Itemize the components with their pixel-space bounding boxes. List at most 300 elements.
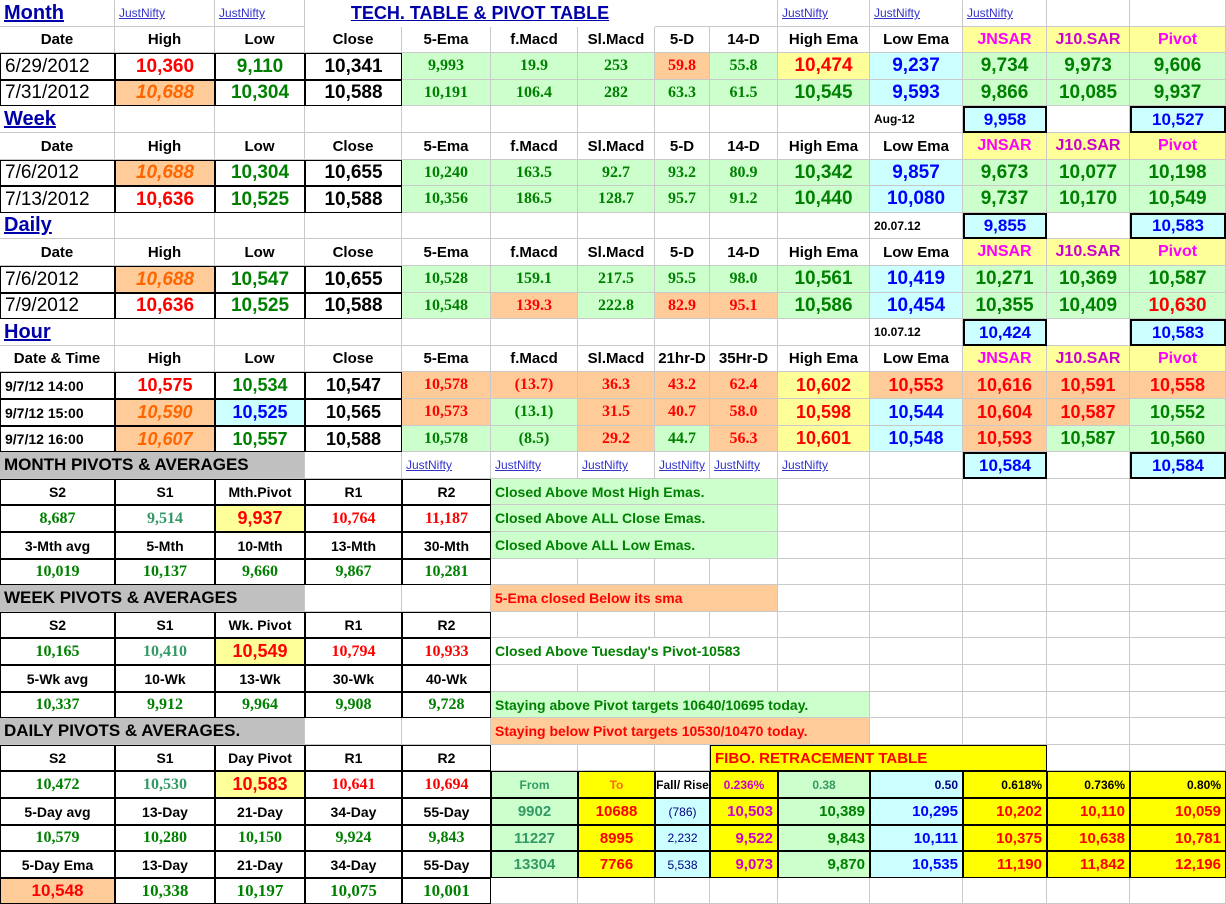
signal-note: Closed Above ALL Close Emas.	[491, 505, 778, 532]
fibo-cell: 10,375	[963, 825, 1047, 851]
blank	[1047, 718, 1130, 745]
pivot-header-r1: R1	[305, 745, 402, 771]
blank	[1130, 559, 1226, 585]
cell-fmacd: 106.4	[491, 80, 578, 106]
cell-jnsar: 9,737	[963, 186, 1047, 213]
blank	[963, 612, 1047, 638]
signal-note: Closed Above ALL Low Emas.	[491, 532, 778, 559]
col-header-d14: 14-D	[710, 239, 778, 266]
signal-note: Closed Above Most High Emas.	[491, 479, 778, 505]
cell-date: 9/7/12 14:00	[0, 372, 115, 399]
blank	[1130, 479, 1226, 505]
col-header-date: Date	[0, 133, 115, 160]
next-period-label: Aug-12	[870, 106, 963, 133]
cell-date: 7/6/2012	[0, 160, 115, 186]
justnifty-link[interactable]: JustNifty	[778, 452, 870, 479]
pivot-value-r1: 10,641	[305, 771, 402, 798]
cell-fmacd: 159.1	[491, 266, 578, 293]
pivot-value-s2: 10,165	[0, 638, 115, 665]
col-header-high: High	[115, 27, 215, 53]
cell-highema: 10,474	[778, 53, 870, 80]
cell-jnsar: 9,673	[963, 160, 1047, 186]
cell-close: 10,565	[305, 399, 402, 426]
cell-close: 10,547	[305, 372, 402, 399]
cell-high: 10,607	[115, 426, 215, 452]
section-month-title: Month	[0, 0, 115, 27]
cell-highema: 10,561	[778, 266, 870, 293]
cell-ema5: 10,578	[402, 372, 491, 399]
blank	[778, 106, 870, 133]
col-header-fmacd: f.Macd	[491, 346, 578, 372]
blank	[491, 665, 578, 692]
cell-d14: 61.5	[710, 80, 778, 106]
blank	[778, 665, 870, 692]
cell-low: 10,304	[215, 80, 305, 106]
avg-value: 10,001	[402, 878, 491, 904]
fibo-header: 0.618%	[963, 771, 1047, 798]
cell-close: 10,588	[305, 186, 402, 213]
col-header-ema5: 5-Ema	[402, 133, 491, 160]
cell-j10sar: 10,085	[1047, 80, 1130, 106]
cell-high: 10,688	[115, 80, 215, 106]
fibo-cell: 8995	[578, 825, 655, 851]
blank	[655, 665, 710, 692]
cell-d14: 62.4	[710, 372, 778, 399]
cell-j10sar: 10,369	[1047, 266, 1130, 293]
next-period-label: 20.07.12	[870, 213, 963, 239]
cell-slmacd: 31.5	[578, 399, 655, 426]
blank	[1047, 479, 1130, 505]
blank	[578, 213, 655, 239]
fibo-cell: 11,842	[1047, 851, 1130, 878]
avg-value: 10,150	[215, 825, 305, 851]
avg-value: 10,019	[0, 559, 115, 585]
cell-slmacd: 217.5	[578, 266, 655, 293]
cell-lowema: 9,593	[870, 80, 963, 106]
blank	[655, 745, 710, 771]
blank	[578, 665, 655, 692]
blank	[491, 745, 578, 771]
cell-low: 10,525	[215, 399, 305, 426]
fibo-header: Fall/ Rise	[655, 771, 710, 798]
avg-label: 5-Mth	[115, 532, 215, 559]
blank	[215, 213, 305, 239]
cell-pivot: 10,198	[1130, 160, 1226, 186]
cell-d5: 40.7	[655, 399, 710, 426]
col-header-low: Low	[215, 239, 305, 266]
cell-pivot: 10,552	[1130, 399, 1226, 426]
pivot-value-s2: 10,472	[0, 771, 115, 798]
cell-lowema: 10,454	[870, 293, 963, 319]
cell-highema: 10,598	[778, 399, 870, 426]
col-header-close: Close	[305, 239, 402, 266]
col-header-slmacd: Sl.Macd	[578, 346, 655, 372]
daily-pivots-title: DAILY PIVOTS & AVERAGES.	[0, 718, 305, 745]
col-header-ema5: 5-Ema	[402, 346, 491, 372]
cell-low: 9,110	[215, 53, 305, 80]
cell-d5: 95.5	[655, 266, 710, 293]
avg-value: 9,924	[305, 825, 402, 851]
fibo-cell: 11,190	[963, 851, 1047, 878]
col-header-d14: 14-D	[710, 133, 778, 160]
blank	[402, 319, 491, 346]
month-pivots-title: MONTH PIVOTS & AVERAGES	[0, 452, 305, 479]
section-hour-title: Hour	[0, 319, 115, 346]
cell-d14: 98.0	[710, 266, 778, 293]
cell-highema: 10,545	[778, 80, 870, 106]
fibo-cell: 10,389	[778, 798, 870, 825]
pivot-header-r2: R2	[402, 479, 491, 505]
blank	[491, 878, 578, 904]
section-daily-title: Daily	[0, 213, 115, 239]
blank	[1130, 612, 1226, 638]
blank	[578, 612, 655, 638]
justnifty-link[interactable]: JustNifty	[115, 0, 215, 27]
next-jnsar: 9,958	[963, 106, 1047, 133]
avg-label: 55-Day	[402, 798, 491, 825]
justnifty-link[interactable]: JustNifty	[215, 0, 305, 27]
blank	[1047, 638, 1130, 665]
cell-close: 10,655	[305, 266, 402, 293]
cell-jnsar: 10,604	[963, 399, 1047, 426]
fibo-cell: 10,202	[963, 798, 1047, 825]
cell-slmacd: 222.8	[578, 293, 655, 319]
blank	[305, 718, 402, 745]
col-header-j10sar: J10.SAR	[1047, 27, 1130, 53]
col-header-jnsar: JNSAR	[963, 27, 1047, 53]
fibo-cell: 10,295	[870, 798, 963, 825]
col-header-d5: 5-D	[655, 239, 710, 266]
cell-low: 10,534	[215, 372, 305, 399]
cell-fmacd: (13.7)	[491, 372, 578, 399]
pivot-header-r1: R1	[305, 612, 402, 638]
cell-date: 6/29/2012	[0, 53, 115, 80]
col-header-close: Close	[305, 27, 402, 53]
fibo-cell: 7766	[578, 851, 655, 878]
avg-value: 9,908	[305, 692, 402, 718]
cell-high: 10,688	[115, 266, 215, 293]
pivot-header-r2: R2	[402, 745, 491, 771]
cell-d5: 95.7	[655, 186, 710, 213]
cell-d5: 44.7	[655, 426, 710, 452]
pivot-header-s2: S2	[0, 479, 115, 505]
blank	[1047, 505, 1130, 532]
cell-pivot: 10,587	[1130, 266, 1226, 293]
blank	[491, 612, 578, 638]
blank	[115, 213, 215, 239]
cell-highema: 10,602	[778, 372, 870, 399]
blank	[655, 319, 710, 346]
cell-highema: 10,586	[778, 293, 870, 319]
blank	[578, 319, 655, 346]
blank	[963, 665, 1047, 692]
col-header-ema5: 5-Ema	[402, 239, 491, 266]
blank	[402, 106, 491, 133]
avg-label: 21-Day	[215, 851, 305, 878]
fibo-header: 0.50	[870, 771, 963, 798]
col-header-high: High	[115, 346, 215, 372]
pivot-value-r2: 10,694	[402, 771, 491, 798]
avg-value: 10,197	[215, 878, 305, 904]
cell-jnsar: 9,734	[963, 53, 1047, 80]
avg-label: 5-Day Ema	[0, 851, 115, 878]
blank	[1047, 106, 1130, 133]
week-pivots-title: WEEK PIVOTS & AVERAGES	[0, 585, 305, 612]
blank	[778, 213, 870, 239]
cell-d14: 58.0	[710, 399, 778, 426]
blank	[870, 452, 963, 479]
cell-close: 10,588	[305, 426, 402, 452]
blank	[778, 319, 870, 346]
blank	[1047, 532, 1130, 559]
col-header-close: Close	[305, 346, 402, 372]
pivot-header-s2: S2	[0, 745, 115, 771]
blank	[710, 319, 778, 346]
col-header-j10sar: J10.SAR	[1047, 239, 1130, 266]
pivot-header-r1: R1	[305, 479, 402, 505]
cell-d14: 56.3	[710, 426, 778, 452]
col-header-fmacd: f.Macd	[491, 239, 578, 266]
fibo-cell: 10,781	[1130, 825, 1226, 851]
avg-label: 40-Wk	[402, 665, 491, 692]
blank	[963, 878, 1047, 904]
justnifty-link[interactable]: JustNifty	[655, 452, 710, 479]
fibo-cell: 10,535	[870, 851, 963, 878]
cell-fmacd: (13.1)	[491, 399, 578, 426]
avg-value: 10,075	[305, 878, 402, 904]
justnifty-link[interactable]: JustNifty	[963, 0, 1047, 27]
fibo-header: 0.236%	[710, 771, 778, 798]
pivot-header-s2: S2	[0, 612, 115, 638]
cell-close: 10,341	[305, 53, 402, 80]
blank	[870, 559, 963, 585]
blank	[1047, 665, 1130, 692]
col-header-highema: High Ema	[778, 239, 870, 266]
cell-ema5: 10,356	[402, 186, 491, 213]
cell-fmacd: 139.3	[491, 293, 578, 319]
avg-value: 10,548	[0, 878, 115, 904]
col-header-close: Close	[305, 133, 402, 160]
blank	[1047, 612, 1130, 638]
avg-value: 10,137	[115, 559, 215, 585]
col-header-jnsar: JNSAR	[963, 346, 1047, 372]
signal-note: 5-Ema closed Below its sma	[491, 585, 778, 612]
next-jnsar: 10,424	[963, 319, 1047, 346]
blank	[870, 479, 963, 505]
blank	[115, 106, 215, 133]
blank	[1130, 718, 1226, 745]
blank	[578, 559, 655, 585]
cell-pivot: 10,560	[1130, 426, 1226, 452]
justnifty-link[interactable]: JustNifty	[710, 452, 778, 479]
avg-value: 9,660	[215, 559, 305, 585]
fibo-cell: 10,111	[870, 825, 963, 851]
cell-j10sar: 9,973	[1047, 53, 1130, 80]
cell-date: 7/6/2012	[0, 266, 115, 293]
blank	[1130, 0, 1226, 27]
blank	[778, 612, 870, 638]
justnifty-link[interactable]: JustNifty	[778, 0, 870, 27]
signal-note: Staying below Pivot targets 10530/10470 today.	[491, 718, 870, 745]
blank	[215, 106, 305, 133]
fibo-cell: 9,843	[778, 825, 870, 851]
fibo-cell: 10,110	[1047, 798, 1130, 825]
cell-date: 7/9/2012	[0, 293, 115, 319]
cell-ema5: 10,191	[402, 80, 491, 106]
page-title: TECH. TABLE & PIVOT TABLE	[350, 3, 610, 23]
hour-next-jnsar: 10,584	[963, 452, 1047, 479]
blank	[1047, 745, 1130, 771]
blank	[963, 505, 1047, 532]
col-header-hr21: 21hr-D	[655, 346, 710, 372]
col-header-jnsar: JNSAR	[963, 239, 1047, 266]
avg-label: 34-Day	[305, 851, 402, 878]
fibo-cell: 2,232	[655, 825, 710, 851]
cell-slmacd: 282	[578, 80, 655, 106]
fibo-cell: 10,059	[1130, 798, 1226, 825]
cell-d14: 91.2	[710, 186, 778, 213]
fibo-cell: 9,073	[710, 851, 778, 878]
pivot-value-s1: 9,514	[115, 505, 215, 532]
blank	[778, 585, 870, 612]
pivot-value-r1: 10,764	[305, 505, 402, 532]
cell-d14: 55.8	[710, 53, 778, 80]
blank	[402, 213, 491, 239]
cell-ema5: 10,573	[402, 399, 491, 426]
avg-value: 10,338	[115, 878, 215, 904]
justnifty-link[interactable]: JustNifty	[578, 452, 655, 479]
justnifty-link[interactable]: JustNifty	[491, 452, 578, 479]
blank	[578, 878, 655, 904]
col-header-fmacd: f.Macd	[491, 133, 578, 160]
col-header-lowema: Low Ema	[870, 239, 963, 266]
col-header-low: Low	[215, 27, 305, 53]
col-header-pivot: Pivot	[1130, 239, 1226, 266]
col-header-date_time: Date & Time	[0, 346, 115, 372]
avg-label: 30-Mth	[402, 532, 491, 559]
blank	[963, 532, 1047, 559]
fibo-cell: 9,522	[710, 825, 778, 851]
col-header-lowema: Low Ema	[870, 346, 963, 372]
blank	[710, 213, 778, 239]
cell-pivot: 9,937	[1130, 80, 1226, 106]
avg-label: 13-Day	[115, 851, 215, 878]
blank	[491, 213, 578, 239]
col-header-high: High	[115, 133, 215, 160]
blank	[1047, 585, 1130, 612]
cell-jnsar: 10,616	[963, 372, 1047, 399]
cell-pivot: 9,606	[1130, 53, 1226, 80]
blank	[710, 612, 778, 638]
justnifty-link[interactable]: JustNifty	[402, 452, 491, 479]
avg-label: 21-Day	[215, 798, 305, 825]
avg-value: 9,728	[402, 692, 491, 718]
avg-label: 55-Day	[402, 851, 491, 878]
avg-label: 10-Wk	[115, 665, 215, 692]
fibo-title: FIBO. RETRACEMENT TABLE	[710, 745, 1047, 771]
col-header-j10sar: J10.SAR	[1047, 346, 1130, 372]
section-week-title: Week	[0, 106, 115, 133]
cell-slmacd: 29.2	[578, 426, 655, 452]
cell-jnsar: 10,593	[963, 426, 1047, 452]
cell-pivot: 10,549	[1130, 186, 1226, 213]
cell-d14: 95.1	[710, 293, 778, 319]
col-header-hr35: 35Hr-D	[710, 346, 778, 372]
avg-label: 30-Wk	[305, 665, 402, 692]
signal-note: Closed Above Tuesday's Pivot-10583	[491, 638, 778, 665]
blank	[305, 452, 402, 479]
fibo-cell: 10,503	[710, 798, 778, 825]
col-header-slmacd: Sl.Macd	[578, 133, 655, 160]
cell-jnsar: 9,866	[963, 80, 1047, 106]
blank	[778, 638, 870, 665]
fibo-header: 0.80%	[1130, 771, 1226, 798]
cell-ema5: 10,528	[402, 266, 491, 293]
fibo-header: To	[578, 771, 655, 798]
cell-d5: 43.2	[655, 372, 710, 399]
blank	[1130, 505, 1226, 532]
blank	[215, 319, 305, 346]
blank	[655, 878, 710, 904]
blank	[578, 106, 655, 133]
cell-lowema: 10,548	[870, 426, 963, 452]
avg-label: 10-Mth	[215, 532, 305, 559]
justnifty-link[interactable]: JustNifty	[870, 0, 963, 27]
blank	[1047, 559, 1130, 585]
cell-ema5: 9,993	[402, 53, 491, 80]
cell-date: 9/7/12 16:00	[0, 426, 115, 452]
fibo-cell: 9,870	[778, 851, 870, 878]
blank	[710, 878, 778, 904]
col-header-lowema: Low Ema	[870, 133, 963, 160]
cell-d5: 63.3	[655, 80, 710, 106]
pivot-header-r2: R2	[402, 612, 491, 638]
blank	[963, 479, 1047, 505]
cell-ema5: 10,548	[402, 293, 491, 319]
fibo-header: 0.38	[778, 771, 870, 798]
next-pivot: 10,527	[1130, 106, 1226, 133]
cell-low: 10,557	[215, 426, 305, 452]
next-pivot: 10,583	[1130, 319, 1226, 346]
col-header-low: Low	[215, 133, 305, 160]
cell-jnsar: 10,271	[963, 266, 1047, 293]
col-header-pivot: Pivot	[1130, 133, 1226, 160]
blank	[963, 638, 1047, 665]
avg-value: 10,281	[402, 559, 491, 585]
cell-high: 10,360	[115, 53, 215, 80]
blank	[1047, 692, 1130, 718]
col-header-slmacd: Sl.Macd	[578, 27, 655, 53]
blank	[870, 612, 963, 638]
blank	[1047, 0, 1130, 27]
fibo-cell: (786)	[655, 798, 710, 825]
cell-high: 10,636	[115, 293, 215, 319]
cell-d5: 93.2	[655, 160, 710, 186]
pivot-value-s1: 10,530	[115, 771, 215, 798]
pivot-value-s2: 8,687	[0, 505, 115, 532]
col-header-date: Date	[0, 239, 115, 266]
blank	[870, 532, 963, 559]
signal-note: Staying above Pivot targets 10640/10695 today.	[491, 692, 870, 718]
cell-slmacd: 92.7	[578, 160, 655, 186]
cell-lowema: 10,553	[870, 372, 963, 399]
cell-j10sar: 10,077	[1047, 160, 1130, 186]
avg-value: 9,964	[215, 692, 305, 718]
next-period-label: 10.07.12	[870, 319, 963, 346]
avg-label: 5-Wk avg	[0, 665, 115, 692]
avg-value: 10,337	[0, 692, 115, 718]
cell-high: 10,575	[115, 372, 215, 399]
